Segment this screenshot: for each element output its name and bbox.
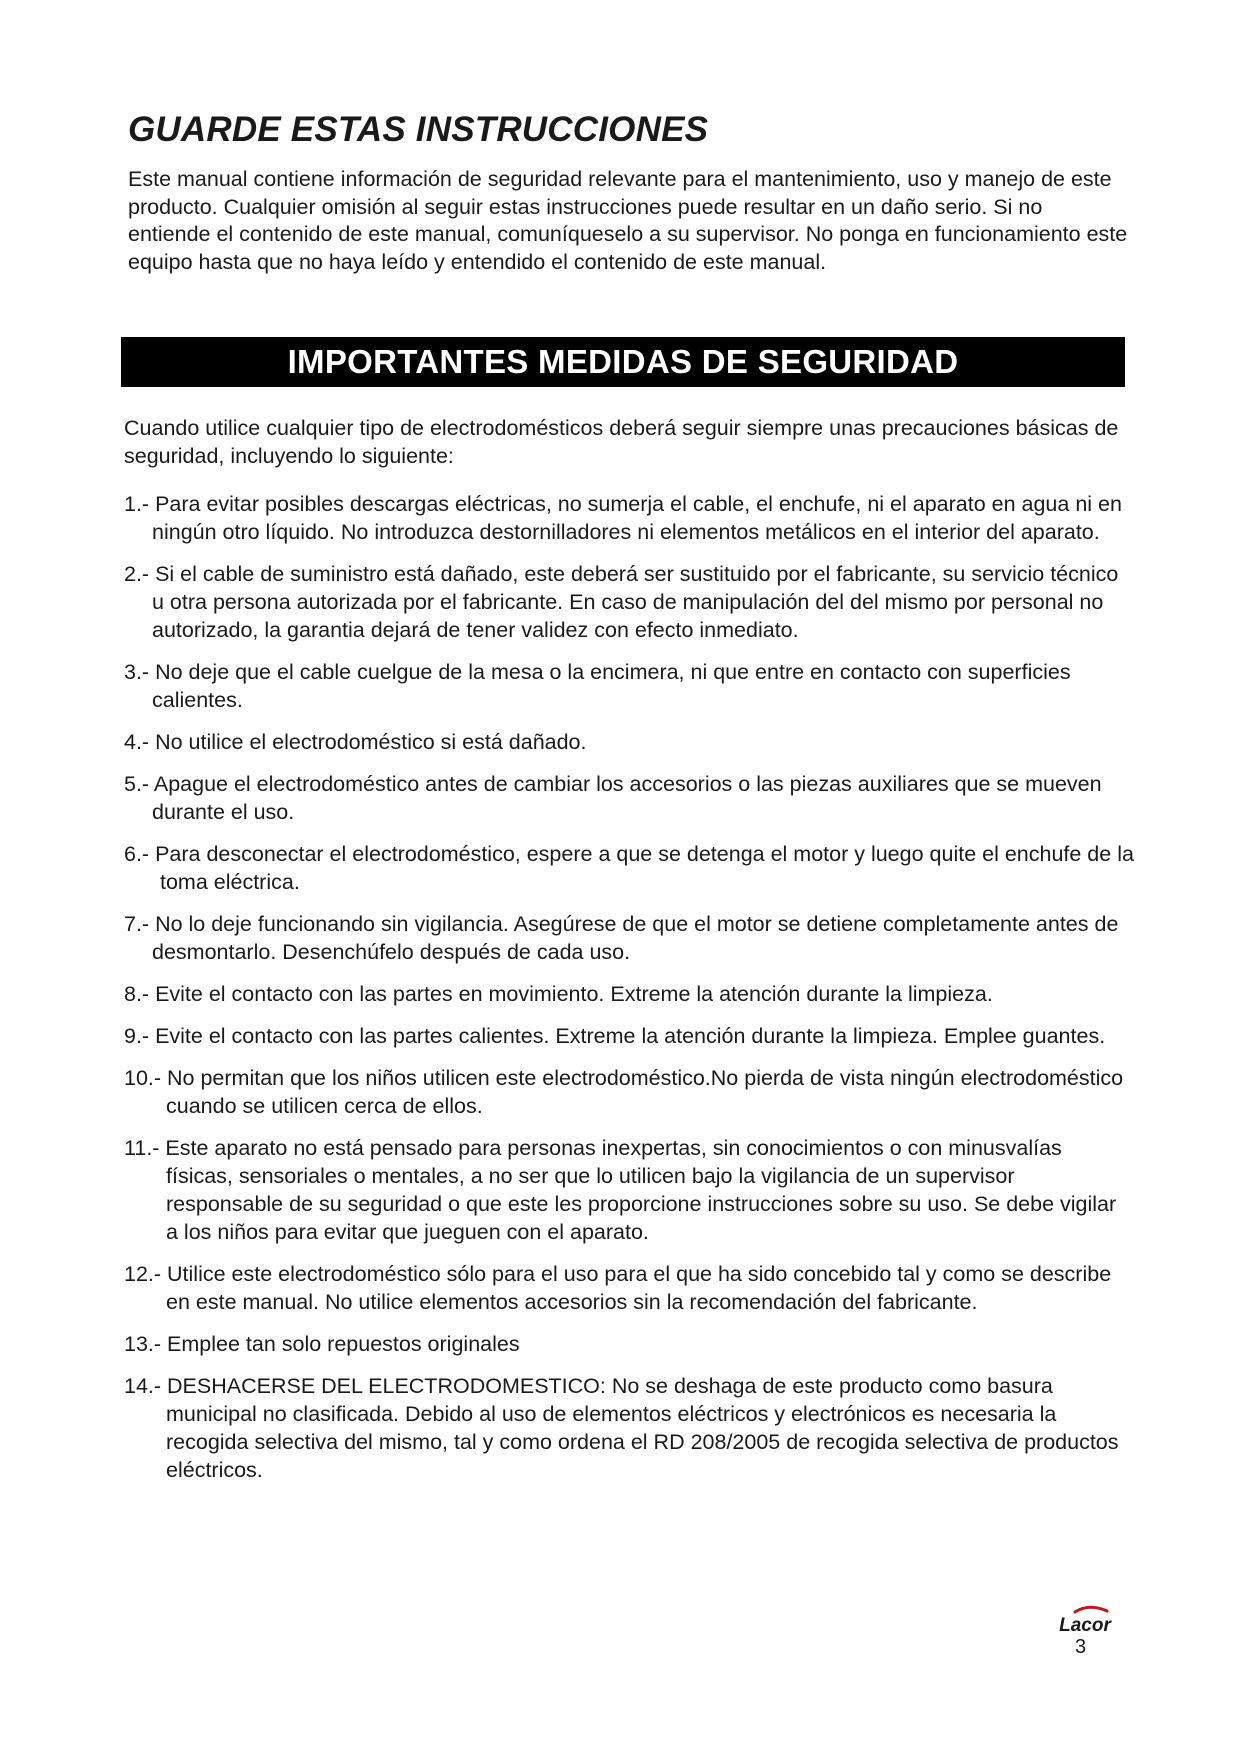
list-item: 9.- Evite el contacto con las partes calientes. Extreme la atención durante la limpieza. Emplee guantes.	[124, 1024, 1106, 1048]
list-item: 4.- No utilice el electrodoméstico si está dañado.	[124, 730, 587, 754]
list-item: 2.- Si el cable de suministro está dañado, este deberá ser sustituido por el fabricante, su servicio técnico u otra persona autorizada por el fabricante. En caso de manipulación del del mismo por personal no autorizado, la garantia dejará de tener validez con efecto inmediato.	[124, 562, 1119, 642]
intro-paragraph: Este manual contiene información de seguridad relevante para el mantenimiento, uso y manejo de este producto. Cualquier omisión al seguir estas instrucciones puede resultar en un daño serio. Si no entiende el contenido de este manual, comuníqueselo a su supervisor. No ponga en funcionamiento este equipo hasta que no haya leído y entendido el contenido de este manual.	[128, 167, 1128, 274]
page-title: GUARDE ESTAS INSTRUCCIONES	[128, 110, 709, 149]
list-item: 13.- Emplee tan solo repuestos originales	[124, 1332, 520, 1356]
lacor-logo	[1045, 1603, 1125, 1635]
list-item: 5.- Apague el electrodoméstico antes de cambiar los accesorios o las piezas auxiliares que se mueven durante el uso.	[124, 772, 1102, 824]
list-item: 1.- Para evitar posibles descargas eléctricas, no sumerja el cable, el enchufe, ni el aparato en agua ni en ningún otro líquido. No introduzca destornilladores ni elementos metálicos en el interior del aparato.	[124, 492, 1122, 544]
logo-text: Lacor	[1059, 1615, 1111, 1635]
lead-paragraph: Cuando utilice cualquier tipo de electrodomésticos deberá seguir siempre unas precauciones básicas de seguridad, incluyendo lo siguiente:	[124, 416, 1119, 468]
safety-banner: IMPORTANTES MEDIDAS DE SEGURIDAD	[121, 337, 1125, 387]
list-item: 10.- No permitan que los niños utilicen este electrodoméstico.No pierda de vista ningún electrodoméstico cuando se utilicen cerca de ellos.	[124, 1066, 1124, 1118]
list-item: 3.- No deje que el cable cuelgue de la mesa o la encimera, ni que entre en contacto con superficies calientes.	[124, 660, 1071, 712]
page-number: 3	[1075, 1636, 1087, 1658]
list-item: 12.- Utilice este electrodoméstico sólo para el uso para el que ha sido concebido tal y como se describe en este manual. No utilice elementos accesorios sin la recomendación del fabricante.	[124, 1262, 1112, 1314]
list-item: 11.- Este aparato no está pensado para personas inexpertas, sin conocimientos o con minusvalías físicas, sensoriales o mentales, a no ser que lo utilicen bajo la vigilancia de un supervisor responsable de su seguridad o que este les proporcione instrucciones sobre su uso. Se debe vigilar a los niños para evitar que jueguen con el aparato.	[124, 1136, 1117, 1244]
list-item: 14.- DESHACERSE DEL ELECTRODOMESTICO: No se deshaga de este producto como basura municipal no clasificada. Debido al uso de elementos eléctricos y electrónicos es necesaria la recogida selectiva del mismo, tal y como ordena el RD 208/2005 de recogida selectiva de productos eléctricos.	[124, 1374, 1119, 1482]
list-item: 6.- Para desconectar el electrodoméstico, espere a que se detenga el motor y luego quite el enchufe de la toma eléctrica.	[124, 842, 1134, 894]
list-item: 8.- Evite el contacto con las partes en movimiento. Extreme la atención durante la limpieza.	[124, 982, 993, 1006]
list-item: 7.- No lo deje funcionando sin vigilancia. Asegúrese de que el motor se detiene completamente antes de desmontarlo. Desenchúfelo después de cada uso.	[124, 912, 1119, 964]
safety-list	[124, 490, 1134, 1498]
